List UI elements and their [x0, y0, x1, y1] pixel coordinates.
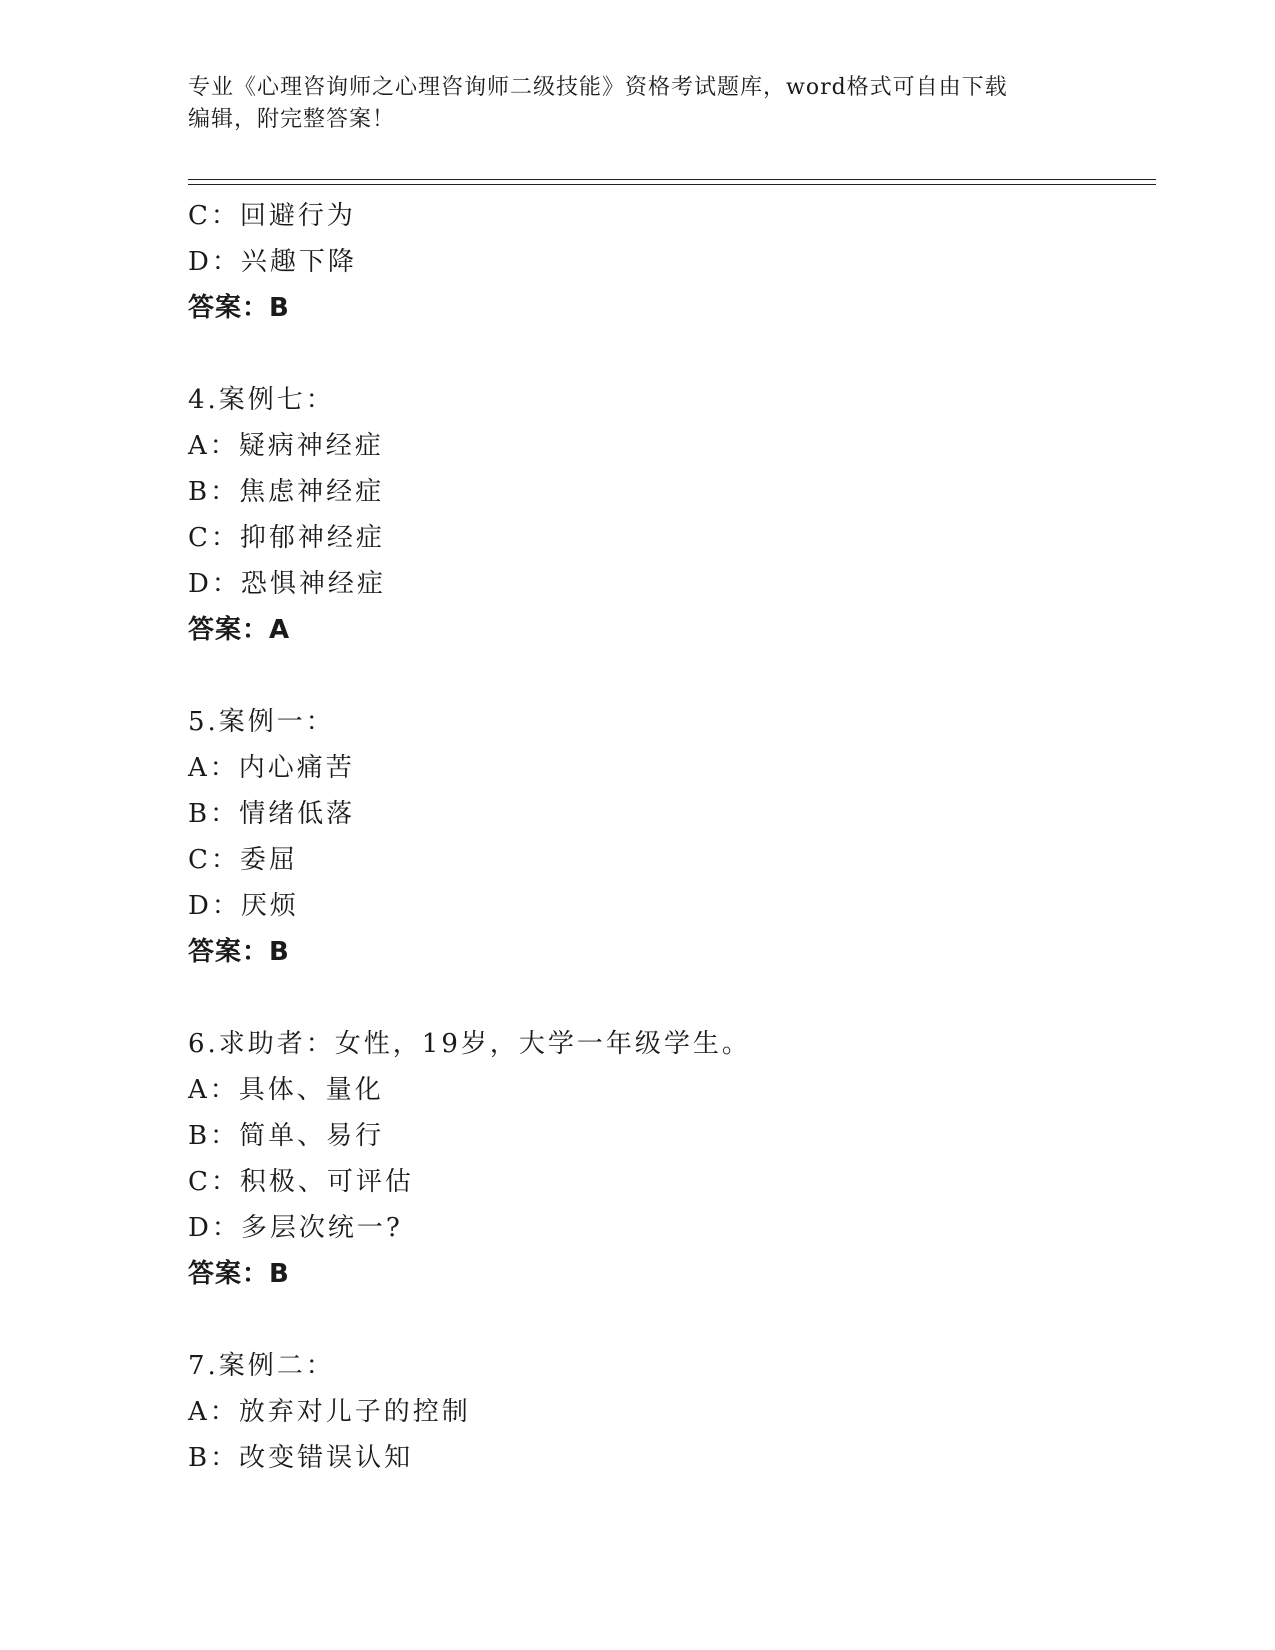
- question-list: [188, 193, 1156, 1481]
- question-stem: 6.求助者：女性，19岁，大学一年级学生。: [188, 1029, 751, 1059]
- document-header: [188, 72, 1088, 136]
- question-stem: 7.案例二：: [188, 1351, 335, 1381]
- question-continued: [188, 193, 1156, 331]
- answer-line: 答案：B: [188, 937, 290, 967]
- question-stem: 5.案例一：: [188, 707, 335, 737]
- header-line-2: 编辑，附完整答案！: [188, 107, 396, 132]
- option-c: C：委屈: [188, 845, 298, 875]
- answer-line: 答案：A: [188, 615, 291, 645]
- option-b: B：情绪低落: [188, 799, 356, 829]
- option-a: A：内心痛苦: [188, 753, 355, 783]
- option-b: B：简单、易行: [188, 1121, 385, 1151]
- option-c: C：抑郁神经症: [188, 523, 385, 553]
- option-b: B：改变错误认知: [188, 1443, 414, 1473]
- question-5: [188, 699, 1156, 975]
- option-d: D：兴趣下降: [188, 247, 357, 277]
- question-6: [188, 1021, 1156, 1297]
- option-a: A：放弃对儿子的控制: [188, 1397, 471, 1427]
- option-a: A：疑病神经症: [188, 431, 384, 461]
- question-4: [188, 377, 1156, 653]
- option-d: D：厌烦: [188, 891, 299, 921]
- spacer: [188, 653, 1156, 699]
- header-divider: [188, 179, 1156, 185]
- option-d: D：恐惧神经症: [188, 569, 386, 599]
- option-c: C：积极、可评估: [188, 1167, 414, 1197]
- spacer: [188, 331, 1156, 377]
- question-stem: 4.案例七：: [188, 385, 335, 415]
- question-7: [188, 1343, 1156, 1481]
- answer-line: 答案：B: [188, 293, 290, 323]
- header-line-1: 专业《心理咨询师之心理咨询师二级技能》资格考试题库，word格式可自由下载: [188, 75, 1008, 100]
- answer-line: 答案：B: [188, 1259, 290, 1289]
- option-d: D：多层次统一?: [188, 1213, 403, 1243]
- option-a: A：具体、量化: [188, 1075, 384, 1105]
- option-b: B：焦虑神经症: [188, 477, 385, 507]
- spacer: [188, 975, 1156, 1021]
- option-c: C：回避行为: [188, 201, 356, 231]
- spacer: [188, 1297, 1156, 1343]
